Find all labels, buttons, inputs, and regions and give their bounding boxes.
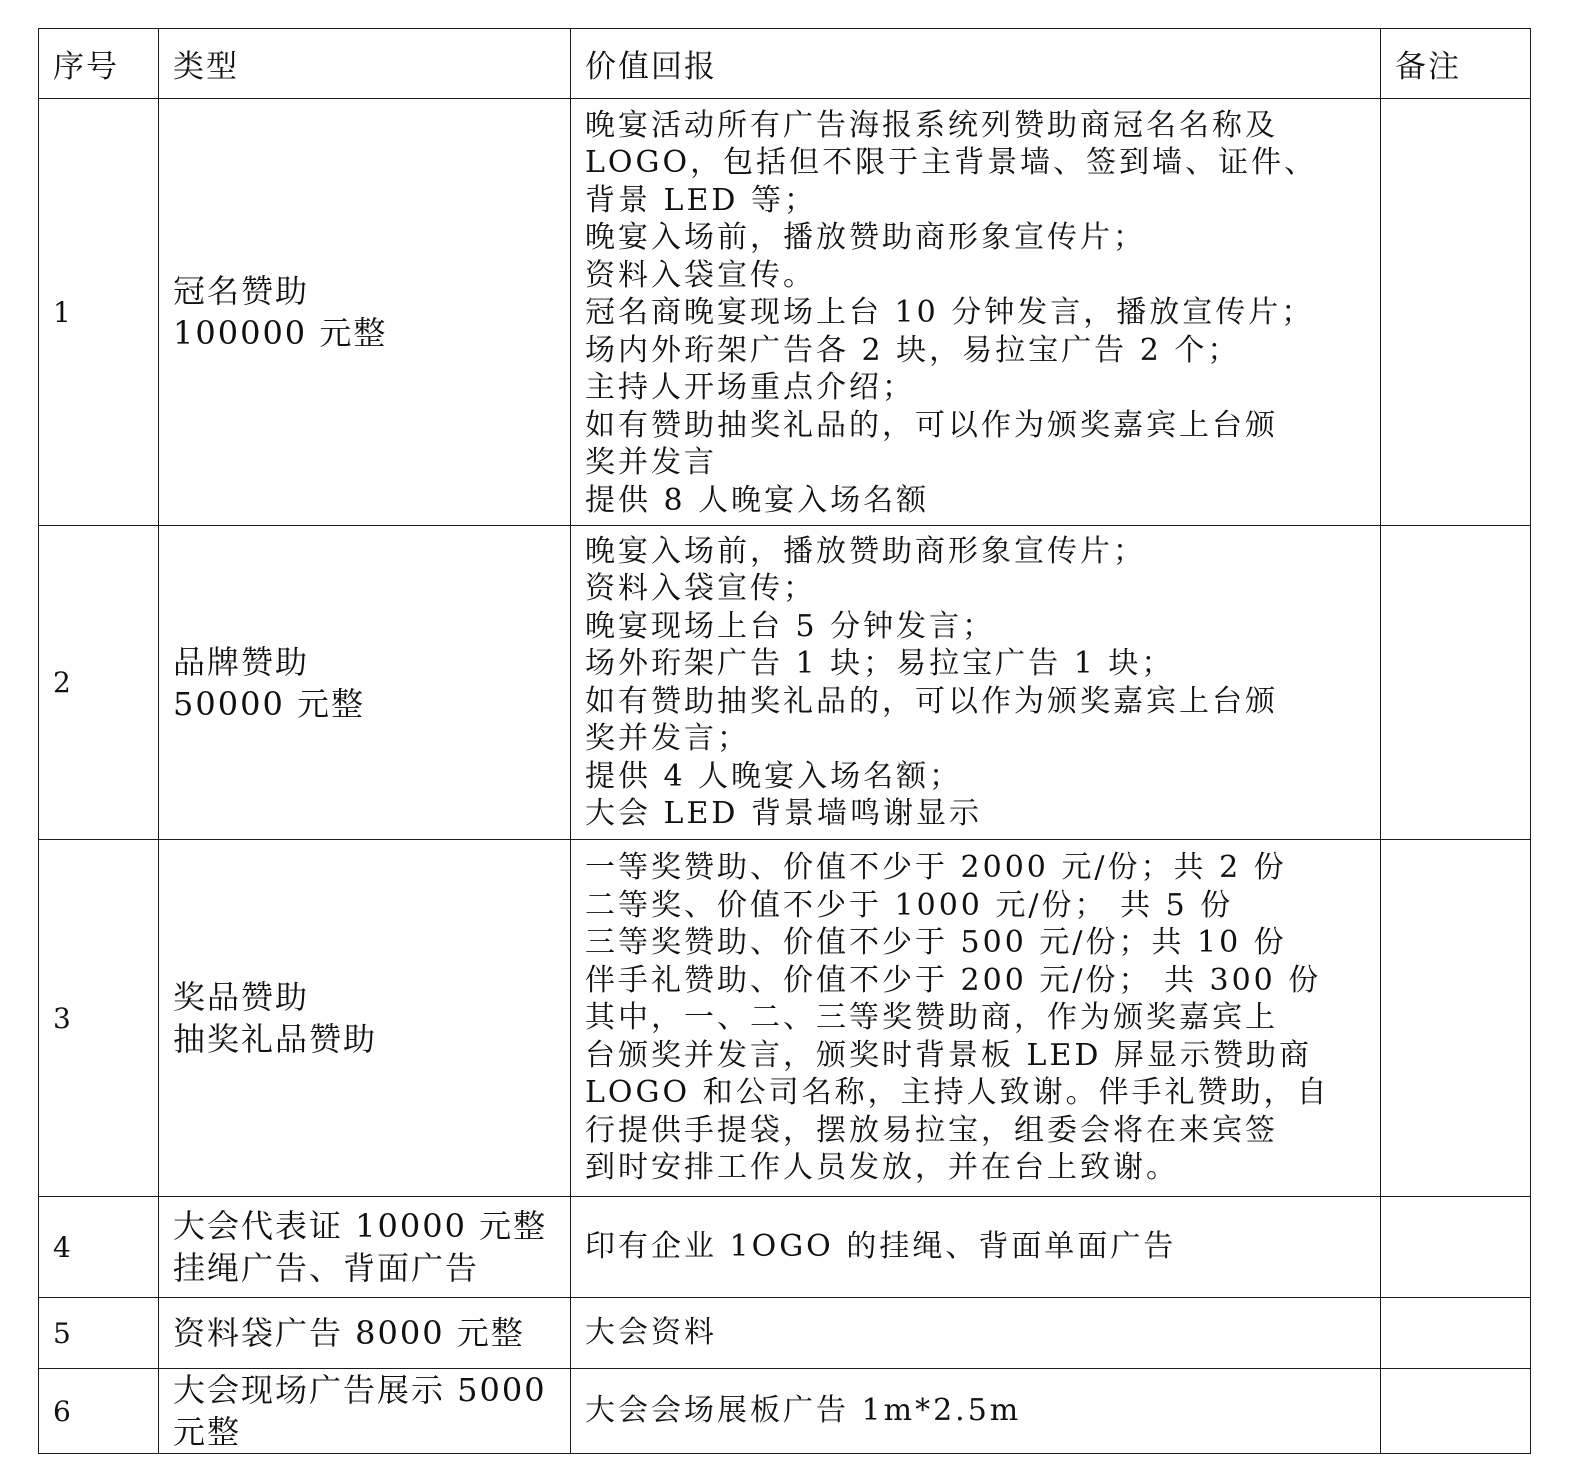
table-row <box>39 99 1531 526</box>
value-line: 资料入袋宣传； <box>585 571 816 606</box>
row-seq: 6 <box>39 1369 159 1454</box>
value-line: 大会 LED 背景墙鸣谢显示 <box>585 796 982 831</box>
type-line: 资料袋广告 8000 元整 <box>173 1314 525 1352</box>
header-seq: 序号 <box>39 29 159 99</box>
header-type: 类型 <box>159 29 571 99</box>
type-line: 元整 <box>173 1413 242 1451</box>
value-line: 晚宴活动所有广告海报系统列赞助商冠名名称及 <box>585 107 1278 143</box>
value-line: 资料入袋宣传。 <box>585 257 816 293</box>
value-line: 场外珩架广告 1 块；易拉宝广告 1 块； <box>585 646 1175 681</box>
value-line: 其中，一、二、三等奖赞助商，作为颁奖嘉宾上 <box>585 1000 1278 1036</box>
value-line: 晚宴入场前，播放赞助商形象宣传片； <box>585 220 1146 256</box>
row-type <box>159 1369 571 1454</box>
type-line: 100000 元整 <box>173 314 388 352</box>
row-note <box>1381 1369 1531 1454</box>
type-line: 抽奖礼品赞助 <box>173 1020 378 1058</box>
value-line: LOGO，包括但不限于主背景墙、签到墙、证件、 <box>585 145 1318 181</box>
value-line: 如有赞助抽奖礼品的，可以作为颁奖嘉宾上台颁 <box>585 407 1278 443</box>
value-line: 大会会场展板广告 1m*2.5m <box>585 1393 1022 1429</box>
value-line: 晚宴现场上台 5 分钟发言； <box>585 608 996 644</box>
row-note <box>1381 99 1531 526</box>
row-value <box>571 99 1381 526</box>
row-seq: 3 <box>39 840 159 1197</box>
table-row <box>39 526 1531 840</box>
value-line: 二等奖、价值不少于 1000 元/份； 共 5 份 <box>585 887 1234 923</box>
row-type <box>159 840 571 1197</box>
value-line: 冠名商晚宴现场上台 10 分钟发言，播放宣传片； <box>585 295 1315 331</box>
row-value <box>571 1197 1381 1298</box>
row-seq: 1 <box>39 99 159 526</box>
row-type <box>159 99 571 526</box>
value-line: 主持人开场重点介绍； <box>585 370 915 406</box>
value-line: 三等奖赞助、价值不少于 500 元/份；共 10 份 <box>585 925 1287 961</box>
value-line: 提供 4 人晚宴入场名额； <box>585 758 963 794</box>
type-line: 奖品赞助 <box>173 978 310 1016</box>
value-line: 行提供手提袋，摆放易拉宝，组委会将在来宾签 <box>585 1112 1278 1148</box>
row-value <box>571 840 1381 1197</box>
row-seq: 5 <box>39 1298 159 1369</box>
value-line: 印有企业 1OGO 的挂绳、背面单面广告 <box>585 1229 1177 1265</box>
type-line: 50000 元整 <box>173 684 365 723</box>
type-line: 大会代表证 10000 元整 <box>173 1207 548 1245</box>
sponsorship-table <box>38 28 1531 1454</box>
value-line: 如有赞助抽奖礼品的，可以作为颁奖嘉宾上台颁 <box>585 683 1278 719</box>
row-value <box>571 526 1381 840</box>
type-line: 品牌赞助 <box>173 642 310 681</box>
value-line: 晚宴入场前，播放赞助商形象宣传片； <box>585 533 1146 569</box>
row-note <box>1381 1298 1531 1369</box>
type-line: 挂绳广告、背面广告 <box>173 1249 480 1287</box>
row-seq: 4 <box>39 1197 159 1298</box>
row-value <box>571 1369 1381 1454</box>
table-row <box>39 1369 1531 1454</box>
table-row <box>39 1298 1531 1369</box>
table-row <box>39 1197 1531 1298</box>
row-note <box>1381 840 1531 1197</box>
value-line: 场内外珩架广告各 2 块，易拉宝广告 2 个； <box>585 332 1241 368</box>
value-line: 台颁奖并发言，颁奖时背景板 LED 屏显示赞助商 <box>585 1037 1312 1073</box>
value-line: 一等奖赞助、价值不少于 2000 元/份；共 2 份 <box>585 850 1287 886</box>
header-value: 价值回报 <box>571 29 1381 99</box>
row-type <box>159 1197 571 1298</box>
value-line: 到时安排工作人员发放，并在台上致谢。 <box>585 1150 1179 1186</box>
value-line: 背景 LED 等； <box>585 182 817 218</box>
row-note <box>1381 1197 1531 1298</box>
table-row <box>39 840 1531 1197</box>
value-line: 奖并发言； <box>585 721 750 756</box>
row-note <box>1381 526 1531 840</box>
row-type <box>159 1298 571 1369</box>
header-note: 备注 <box>1381 29 1531 99</box>
row-seq: 2 <box>39 526 159 840</box>
type-line: 大会现场广告展示 5000 <box>173 1371 547 1409</box>
header-row <box>39 29 1531 99</box>
table-body <box>39 99 1531 1454</box>
value-line: 奖并发言 <box>585 445 717 481</box>
type-line: 冠名赞助 <box>173 272 310 310</box>
row-value <box>571 1298 1381 1369</box>
value-line: 大会资料 <box>585 1315 717 1351</box>
value-line: 提供 8 人晚宴入场名额 <box>585 482 930 518</box>
row-type <box>159 526 571 840</box>
value-line: 伴手礼赞助、价值不少于 200 元/份； 共 300 份 <box>585 962 1322 998</box>
value-line: LOGO 和公司名称，主持人致谢。伴手礼赞助，自 <box>585 1075 1330 1111</box>
